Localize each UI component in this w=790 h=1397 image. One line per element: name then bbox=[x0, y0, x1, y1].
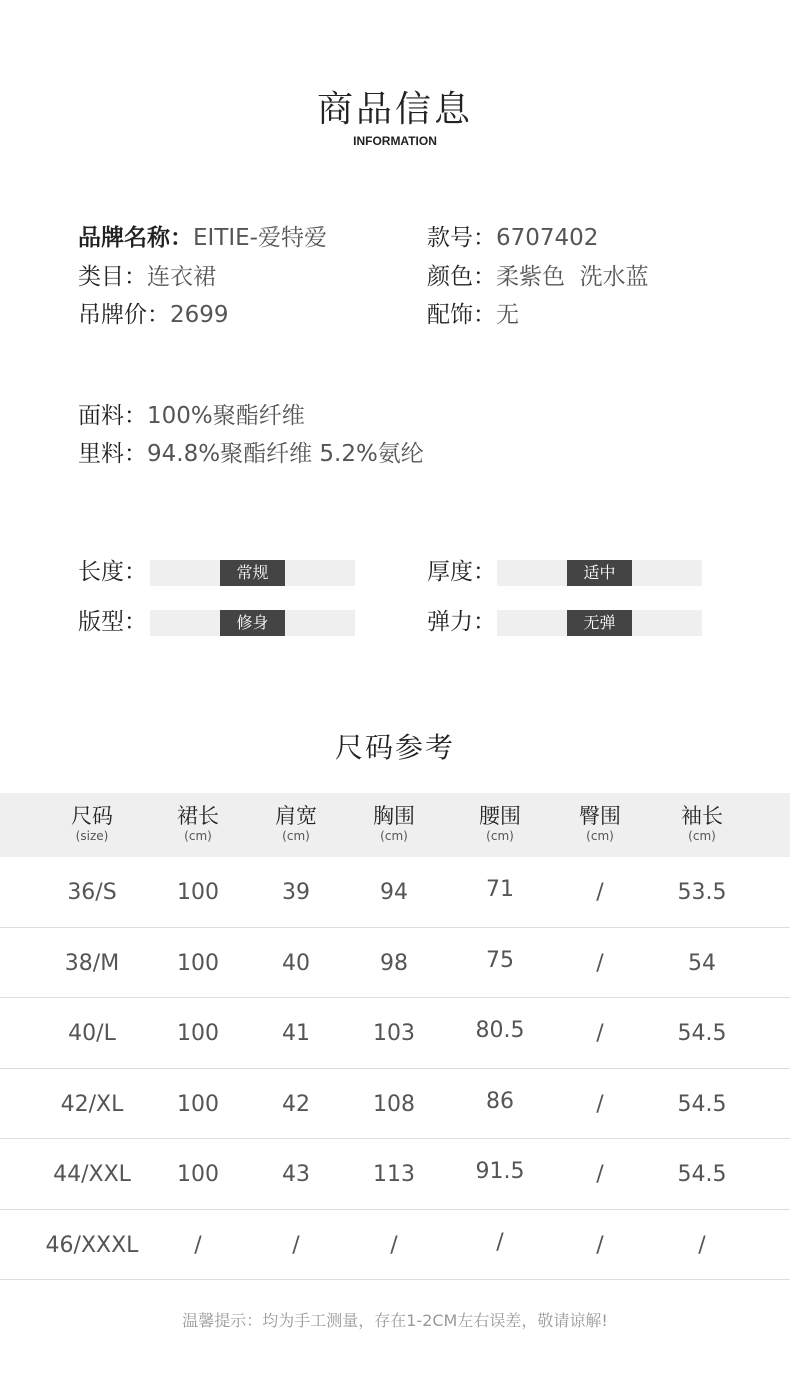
attr-thickness-label: 厚度： bbox=[427, 559, 496, 585]
table-cell: 39 bbox=[282, 880, 310, 905]
attr-length-track bbox=[150, 560, 355, 586]
table-cell: 100 bbox=[177, 1021, 219, 1046]
table-row bbox=[0, 928, 790, 999]
table-cell: 71 bbox=[486, 877, 514, 902]
table-row bbox=[0, 1139, 790, 1210]
info-color bbox=[427, 262, 649, 292]
info-price-key: 吊牌价： bbox=[78, 302, 170, 328]
col-header-bust: 胸围 (cm) bbox=[373, 804, 415, 843]
info-brand bbox=[78, 223, 327, 253]
table-cell: 36/S bbox=[67, 880, 117, 905]
table-cell: 100 bbox=[177, 1162, 219, 1187]
info-style-no-value: 6707402 bbox=[496, 225, 599, 251]
page-subtitle: INFORMATION bbox=[353, 134, 437, 148]
table-cell: 103 bbox=[373, 1021, 415, 1046]
table-cell: / bbox=[292, 1232, 300, 1258]
col-header-hip: 臀围 (cm) bbox=[579, 804, 621, 843]
table-cell: 42 bbox=[282, 1091, 310, 1117]
table-cell: 75 bbox=[486, 947, 514, 973]
info-category-value: 连衣裙 bbox=[147, 264, 216, 290]
measurement-note: 温馨提示：均为手工测量，存在1-2CM左右误差，敬请谅解! bbox=[182, 1311, 608, 1330]
col-header-dress-length: 裙长 (cm) bbox=[177, 804, 219, 843]
table-cell: / bbox=[596, 1232, 604, 1258]
table-cell: / bbox=[596, 1162, 604, 1187]
size-table-header bbox=[0, 793, 790, 857]
table-cell: 43 bbox=[282, 1162, 310, 1187]
table-cell: 94 bbox=[380, 880, 408, 905]
attr-elasticity-track bbox=[497, 610, 702, 636]
table-cell: 40 bbox=[282, 950, 310, 976]
table-cell: 100 bbox=[177, 950, 219, 976]
table-cell: 98 bbox=[380, 950, 408, 976]
table-cell: / bbox=[596, 950, 604, 976]
table-cell: / bbox=[496, 1229, 504, 1255]
table-row bbox=[0, 998, 790, 1069]
info-color-value: 柔紫色 洗水蓝 bbox=[496, 264, 649, 290]
table-cell: 53.5 bbox=[677, 880, 727, 905]
attr-length-label: 长度： bbox=[78, 559, 147, 585]
info-fabric bbox=[78, 401, 305, 431]
attr-elasticity-label: 弹力： bbox=[427, 609, 496, 635]
section-header bbox=[0, 88, 790, 148]
table-cell: / bbox=[698, 1232, 706, 1258]
table-cell: 46/XXXL bbox=[45, 1232, 139, 1258]
info-lining bbox=[78, 439, 424, 469]
table-row bbox=[0, 1069, 790, 1140]
table-cell: 38/M bbox=[64, 950, 120, 976]
table-cell: 54.5 bbox=[677, 1162, 727, 1187]
page-title: 商品信息 bbox=[316, 89, 473, 130]
table-cell: 108 bbox=[373, 1091, 415, 1117]
attr-thickness bbox=[427, 557, 717, 597]
table-cell: 40/L bbox=[68, 1021, 116, 1046]
table-cell: 113 bbox=[373, 1162, 415, 1187]
table-cell: 80.5 bbox=[475, 1018, 525, 1043]
table-cell: 54 bbox=[688, 950, 716, 976]
info-accessory-value: 无 bbox=[496, 302, 519, 328]
attr-fit-label: 版型： bbox=[78, 609, 147, 635]
table-row bbox=[0, 1210, 790, 1281]
info-brand-value: EITIE-爱特爱 bbox=[193, 225, 327, 251]
col-header-sleeve: 袖长 (cm) bbox=[681, 804, 723, 843]
info-fabric-value: 100%聚酯纤维 bbox=[147, 403, 305, 429]
attr-length-tag: 常规 bbox=[220, 560, 285, 586]
info-accessory bbox=[427, 300, 519, 330]
info-price-value: 2699 bbox=[170, 302, 229, 328]
info-accessory-key: 配饰： bbox=[427, 302, 496, 328]
info-style-no-key: 款号： bbox=[427, 225, 496, 251]
col-header-waist: 腰围 (cm) bbox=[479, 804, 521, 843]
size-table bbox=[0, 793, 790, 1280]
info-lining-key: 里料： bbox=[78, 441, 147, 467]
table-row bbox=[0, 857, 790, 928]
table-cell: 54.5 bbox=[677, 1021, 727, 1046]
info-price bbox=[78, 300, 229, 330]
col-header-size: 尺码 (size) bbox=[71, 804, 113, 843]
table-cell: 100 bbox=[177, 880, 219, 905]
attr-fit-track bbox=[150, 610, 355, 636]
table-cell: / bbox=[596, 880, 604, 905]
attr-fit bbox=[78, 607, 368, 647]
table-cell: / bbox=[596, 1091, 604, 1117]
table-cell: 44/XXL bbox=[53, 1162, 131, 1187]
attr-thickness-tag: 适中 bbox=[567, 560, 632, 586]
table-cell: / bbox=[194, 1232, 202, 1258]
attr-length bbox=[78, 557, 368, 597]
attr-fit-tag: 修身 bbox=[220, 610, 285, 636]
info-color-key: 颜色： bbox=[427, 264, 496, 290]
info-category bbox=[78, 262, 216, 292]
table-cell: 41 bbox=[282, 1021, 310, 1046]
info-lining-value: 94.8%聚酯纤维 5.2%氨纶 bbox=[147, 441, 424, 467]
info-fabric-key: 面料： bbox=[78, 403, 147, 429]
table-cell: / bbox=[390, 1232, 398, 1258]
col-header-shoulder: 肩宽 (cm) bbox=[275, 804, 317, 843]
table-cell: 54.5 bbox=[677, 1091, 727, 1117]
table-cell: 100 bbox=[177, 1091, 219, 1117]
table-cell: 86 bbox=[486, 1088, 514, 1114]
table-cell: 91.5 bbox=[475, 1159, 525, 1184]
info-style-no bbox=[427, 223, 598, 253]
info-category-key: 类目： bbox=[78, 264, 147, 290]
table-cell: / bbox=[596, 1021, 604, 1046]
size-chart-title: 尺码参考 bbox=[334, 731, 455, 764]
attr-elasticity-tag: 无弹 bbox=[567, 610, 632, 636]
attr-thickness-track bbox=[497, 560, 702, 586]
attr-elasticity bbox=[427, 607, 717, 647]
info-brand-key: 品牌名称： bbox=[78, 225, 193, 251]
table-cell: 42/XL bbox=[60, 1091, 124, 1117]
